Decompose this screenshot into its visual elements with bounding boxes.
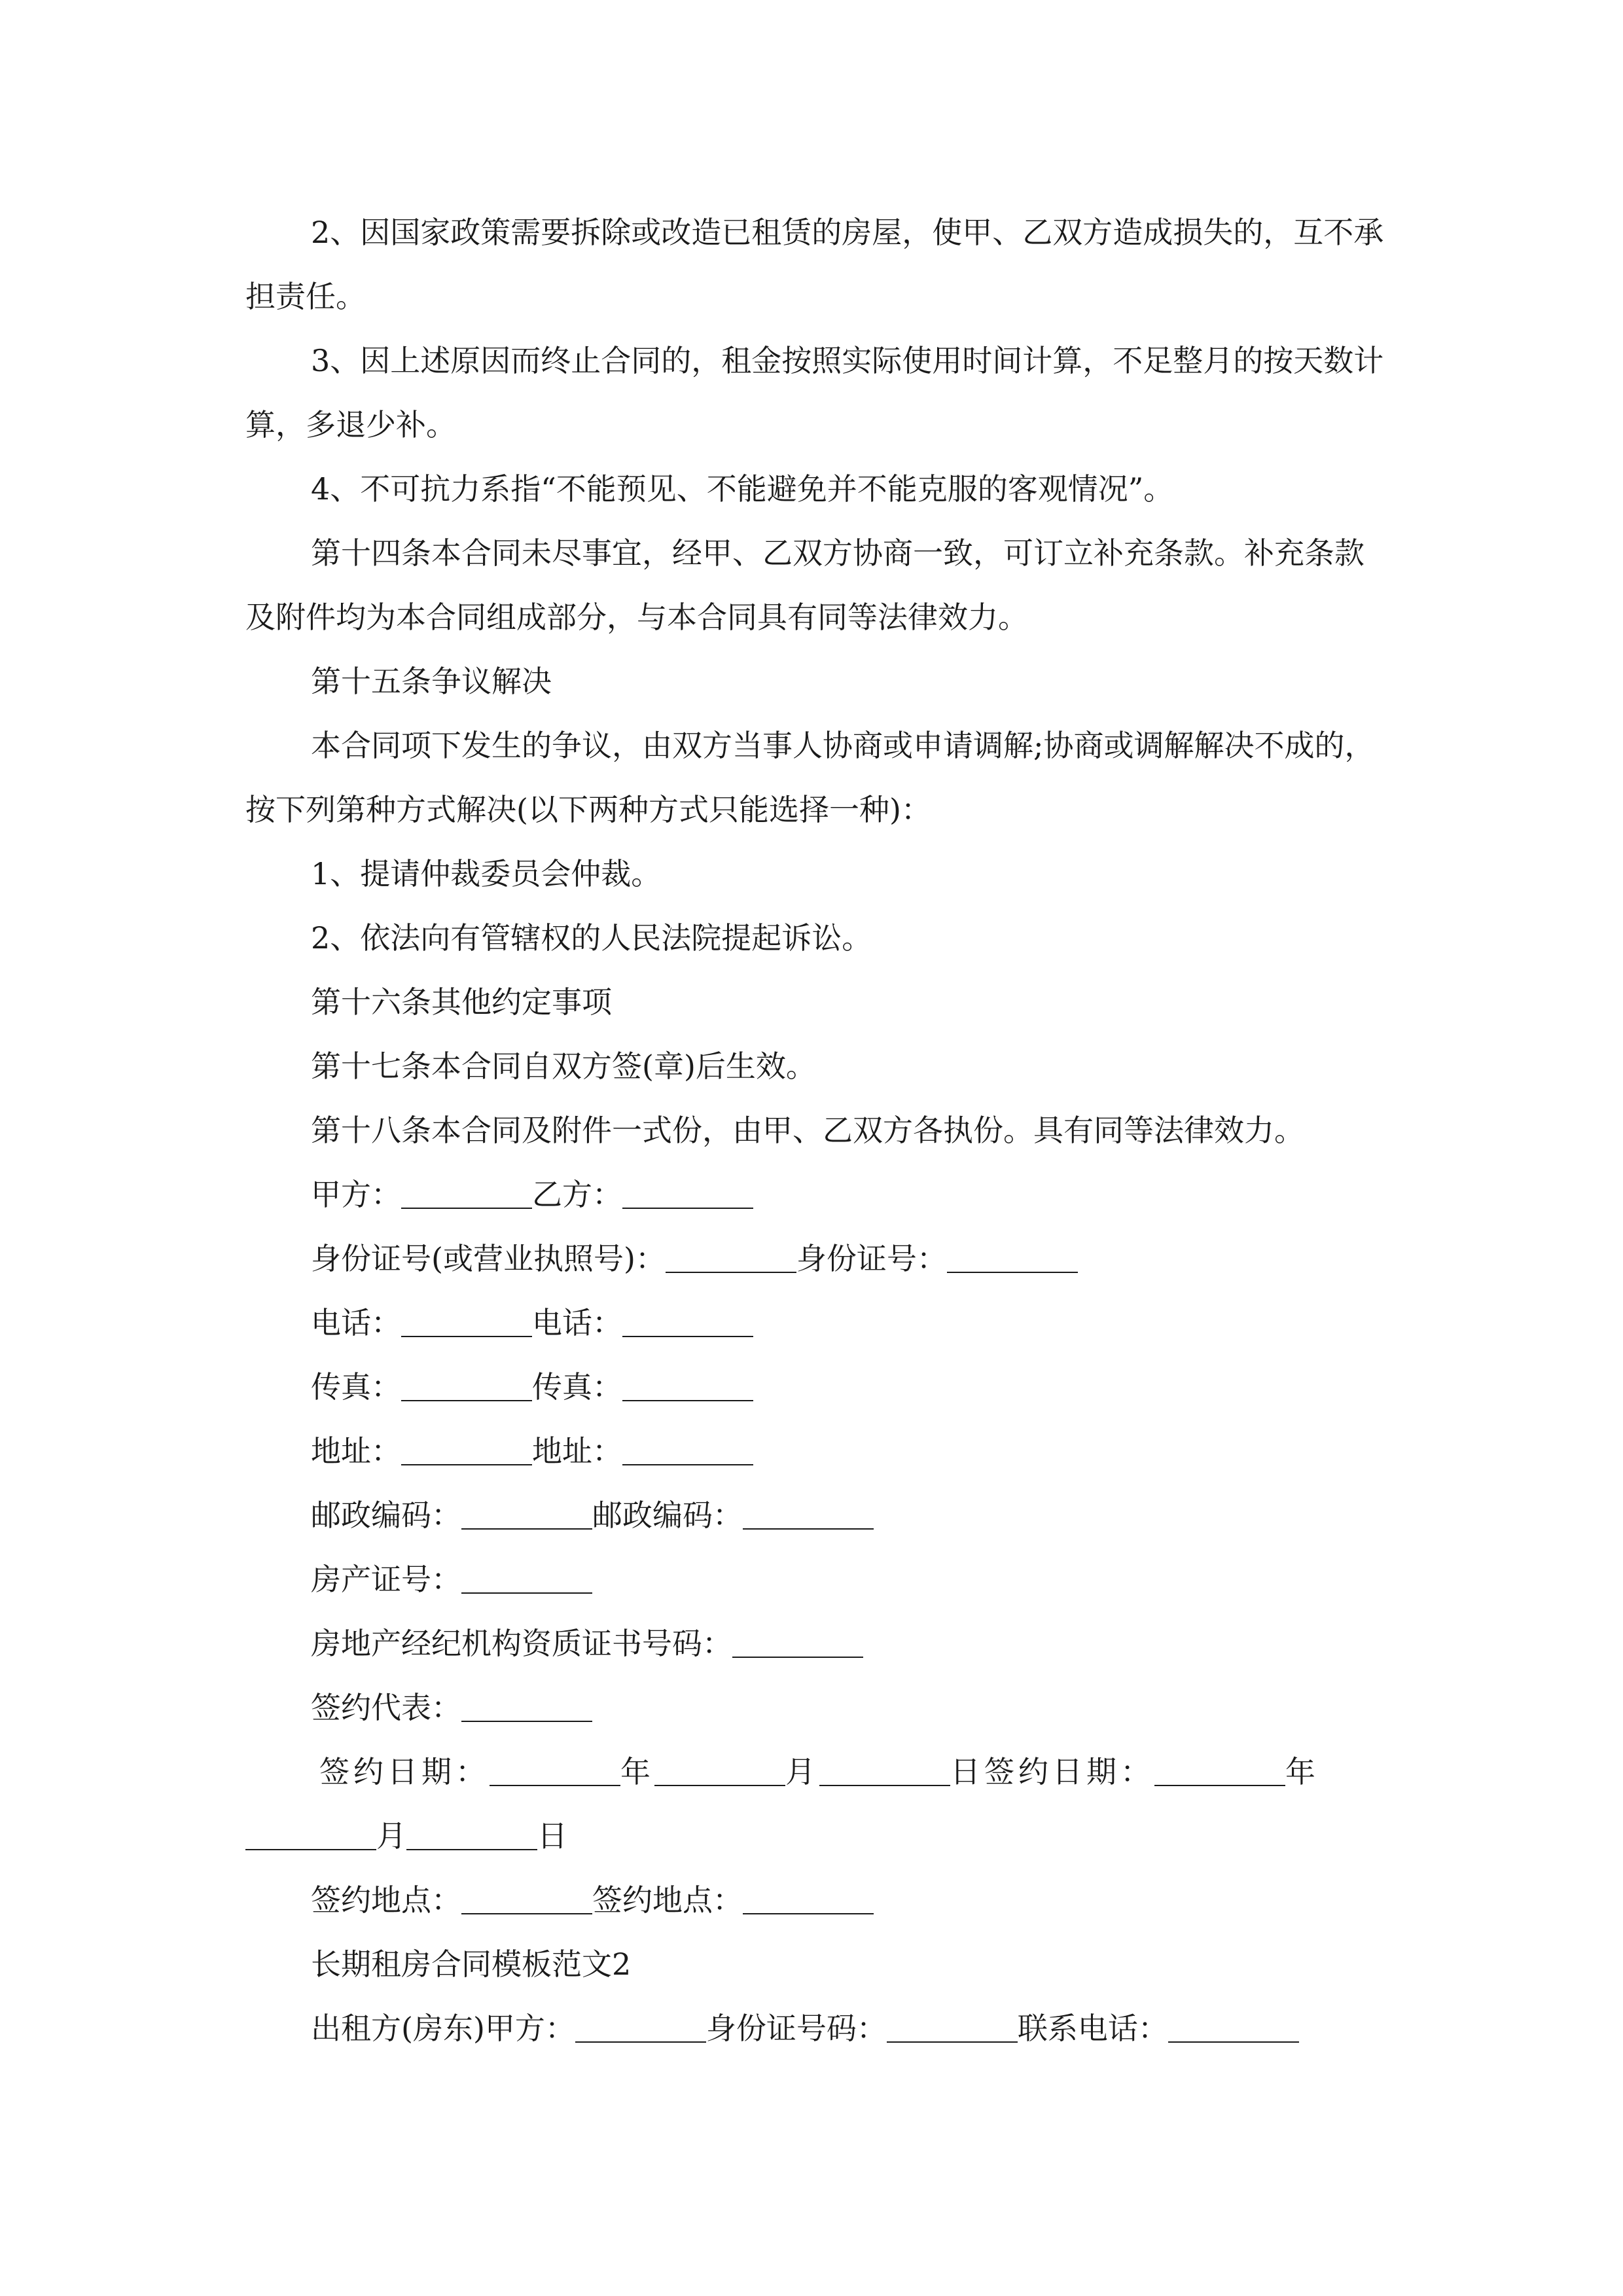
year-1-blank[interactable]: [490, 1759, 620, 1786]
day-1-blank[interactable]: [819, 1759, 950, 1786]
agency-cert-blank[interactable]: [732, 1630, 863, 1658]
lessor-row: [311, 1996, 1299, 2060]
fax-a-label: 传真：: [311, 1369, 401, 1405]
article-15-body: 本合同项下发生的争议，由双方当事人协商或申请调解;协商或调解解决不成的，按下列第种方式解决(以下两种方式只能选择一种)：: [245, 728, 1375, 827]
lessor-label: 出租方(房东)甲方：: [311, 2011, 575, 2046]
agency-cert-label: 房地产经纪机构资质证书号码：: [311, 1626, 732, 1661]
phone-b-label: 电话：: [532, 1305, 622, 1340]
year-2-blank[interactable]: [1154, 1759, 1285, 1786]
phone-b-blank[interactable]: [622, 1310, 753, 1337]
dispute-option-arbitration: 1、提请仲裁委员会仲裁。: [311, 856, 662, 891]
place-a-blank[interactable]: [461, 1887, 592, 1914]
fax-b-label: 传真：: [532, 1369, 622, 1405]
id-b-label: 身份证号：: [796, 1241, 947, 1276]
phone-a-blank[interactable]: [401, 1310, 532, 1337]
year-1-label: 年: [620, 1754, 654, 1789]
article-15-heading: 第十五条争议解决: [311, 664, 552, 699]
phone-a-label: 电话：: [311, 1305, 401, 1340]
property-cert-label: 房产证号：: [311, 1562, 461, 1597]
lessor-id-blank[interactable]: [887, 2015, 1018, 2043]
zip-b-label: 邮政编码：: [592, 1498, 743, 1533]
lessor-id-label: 身份证号码：: [705, 2011, 887, 2046]
clause-termination-rent: 3、因上述原因而终止合同的，租金按照实际使用时间计算，不足整月的按天数计算，多退少补。: [245, 343, 1384, 442]
zip-a-label: 邮政编码：: [311, 1498, 461, 1533]
id-a-label: 身份证号(或营业执照号)：: [311, 1241, 666, 1276]
address-row: [311, 1419, 753, 1483]
id-row: [311, 1227, 1078, 1291]
property-cert-blank[interactable]: [461, 1566, 592, 1594]
section-2-title: 长期租房合同模板范文2: [311, 1946, 632, 1982]
month-2-label: 月: [376, 1818, 406, 1854]
article-17: 第十七条本合同自双方签(章)后生效。: [311, 1049, 816, 1084]
fax-b-blank[interactable]: [622, 1374, 753, 1401]
place-a-label: 签约地点：: [311, 1882, 461, 1918]
date-label-1: 签约日期：: [319, 1754, 490, 1789]
party-names-row: [311, 1162, 753, 1227]
signing-rep-blank[interactable]: [461, 1695, 592, 1722]
property-cert-row: [311, 1547, 592, 1611]
signing-place-row: [311, 1868, 874, 1932]
clause-policy-demolition: 2、因国家政策需要拆除或改造已租赁的房屋，使甲、乙双方造成损失的，互不承担责任。: [245, 215, 1384, 314]
zip-row: [311, 1483, 874, 1547]
clause-force-majeure-definition: 4、不可抗力系指“不能预见、不能避免并不能克服的客观情况”。: [311, 471, 1174, 507]
month-2-blank[interactable]: [245, 1823, 376, 1850]
place-b-label: 签约地点：: [592, 1882, 743, 1918]
year-2-label: 年: [1285, 1754, 1319, 1789]
id-a-blank[interactable]: [666, 1246, 796, 1273]
place-b-blank[interactable]: [743, 1887, 874, 1914]
article-18: 第十八条本合同及附件一式份，由甲、乙双方各执份。具有同等法律效力。: [311, 1113, 1304, 1148]
dispute-option-litigation: 2、依法向有管辖权的人民法院提起诉讼。: [311, 920, 872, 956]
fax-a-blank[interactable]: [401, 1374, 532, 1401]
agency-cert-row: [311, 1611, 863, 1676]
day-2-label: 日: [537, 1818, 567, 1854]
addr-b-blank[interactable]: [622, 1438, 753, 1465]
party-a-blank[interactable]: [401, 1181, 532, 1209]
phone-row: [311, 1291, 753, 1355]
article-14: 第十四条本合同未尽事宜，经甲、乙双方协商一致，可订立补充条款。补充条款及附件均为本合同组成部分，与本合同具有同等法律效力。: [245, 535, 1364, 635]
party-b-blank[interactable]: [622, 1181, 753, 1209]
addr-b-label: 地址：: [532, 1433, 622, 1469]
month-1-blank[interactable]: [654, 1759, 785, 1786]
addr-a-label: 地址：: [311, 1433, 401, 1469]
zip-a-blank[interactable]: [461, 1502, 592, 1530]
zip-b-blank[interactable]: [743, 1502, 874, 1530]
party-b-label: 乙方：: [532, 1177, 622, 1212]
signing-rep-label: 签约代表：: [311, 1690, 461, 1725]
signing-date-row: [319, 1740, 1319, 1804]
month-1-label: 月: [785, 1754, 819, 1789]
signing-rep-row: [311, 1676, 592, 1740]
lessor-phone-label: 联系电话：: [1017, 2011, 1168, 2046]
day-2-blank[interactable]: [406, 1823, 537, 1850]
article-16: 第十六条其他约定事项: [311, 984, 612, 1020]
lessor-phone-blank[interactable]: [1168, 2015, 1299, 2043]
signing-date-row-cont: [245, 1804, 567, 1868]
day-1-and-date-label-2: 日签约日期：: [950, 1754, 1154, 1789]
fax-row: [311, 1355, 753, 1419]
addr-a-blank[interactable]: [401, 1438, 532, 1465]
lessor-name-blank[interactable]: [575, 2015, 706, 2043]
party-a-label: 甲方：: [311, 1177, 401, 1212]
id-b-blank[interactable]: [947, 1246, 1078, 1273]
